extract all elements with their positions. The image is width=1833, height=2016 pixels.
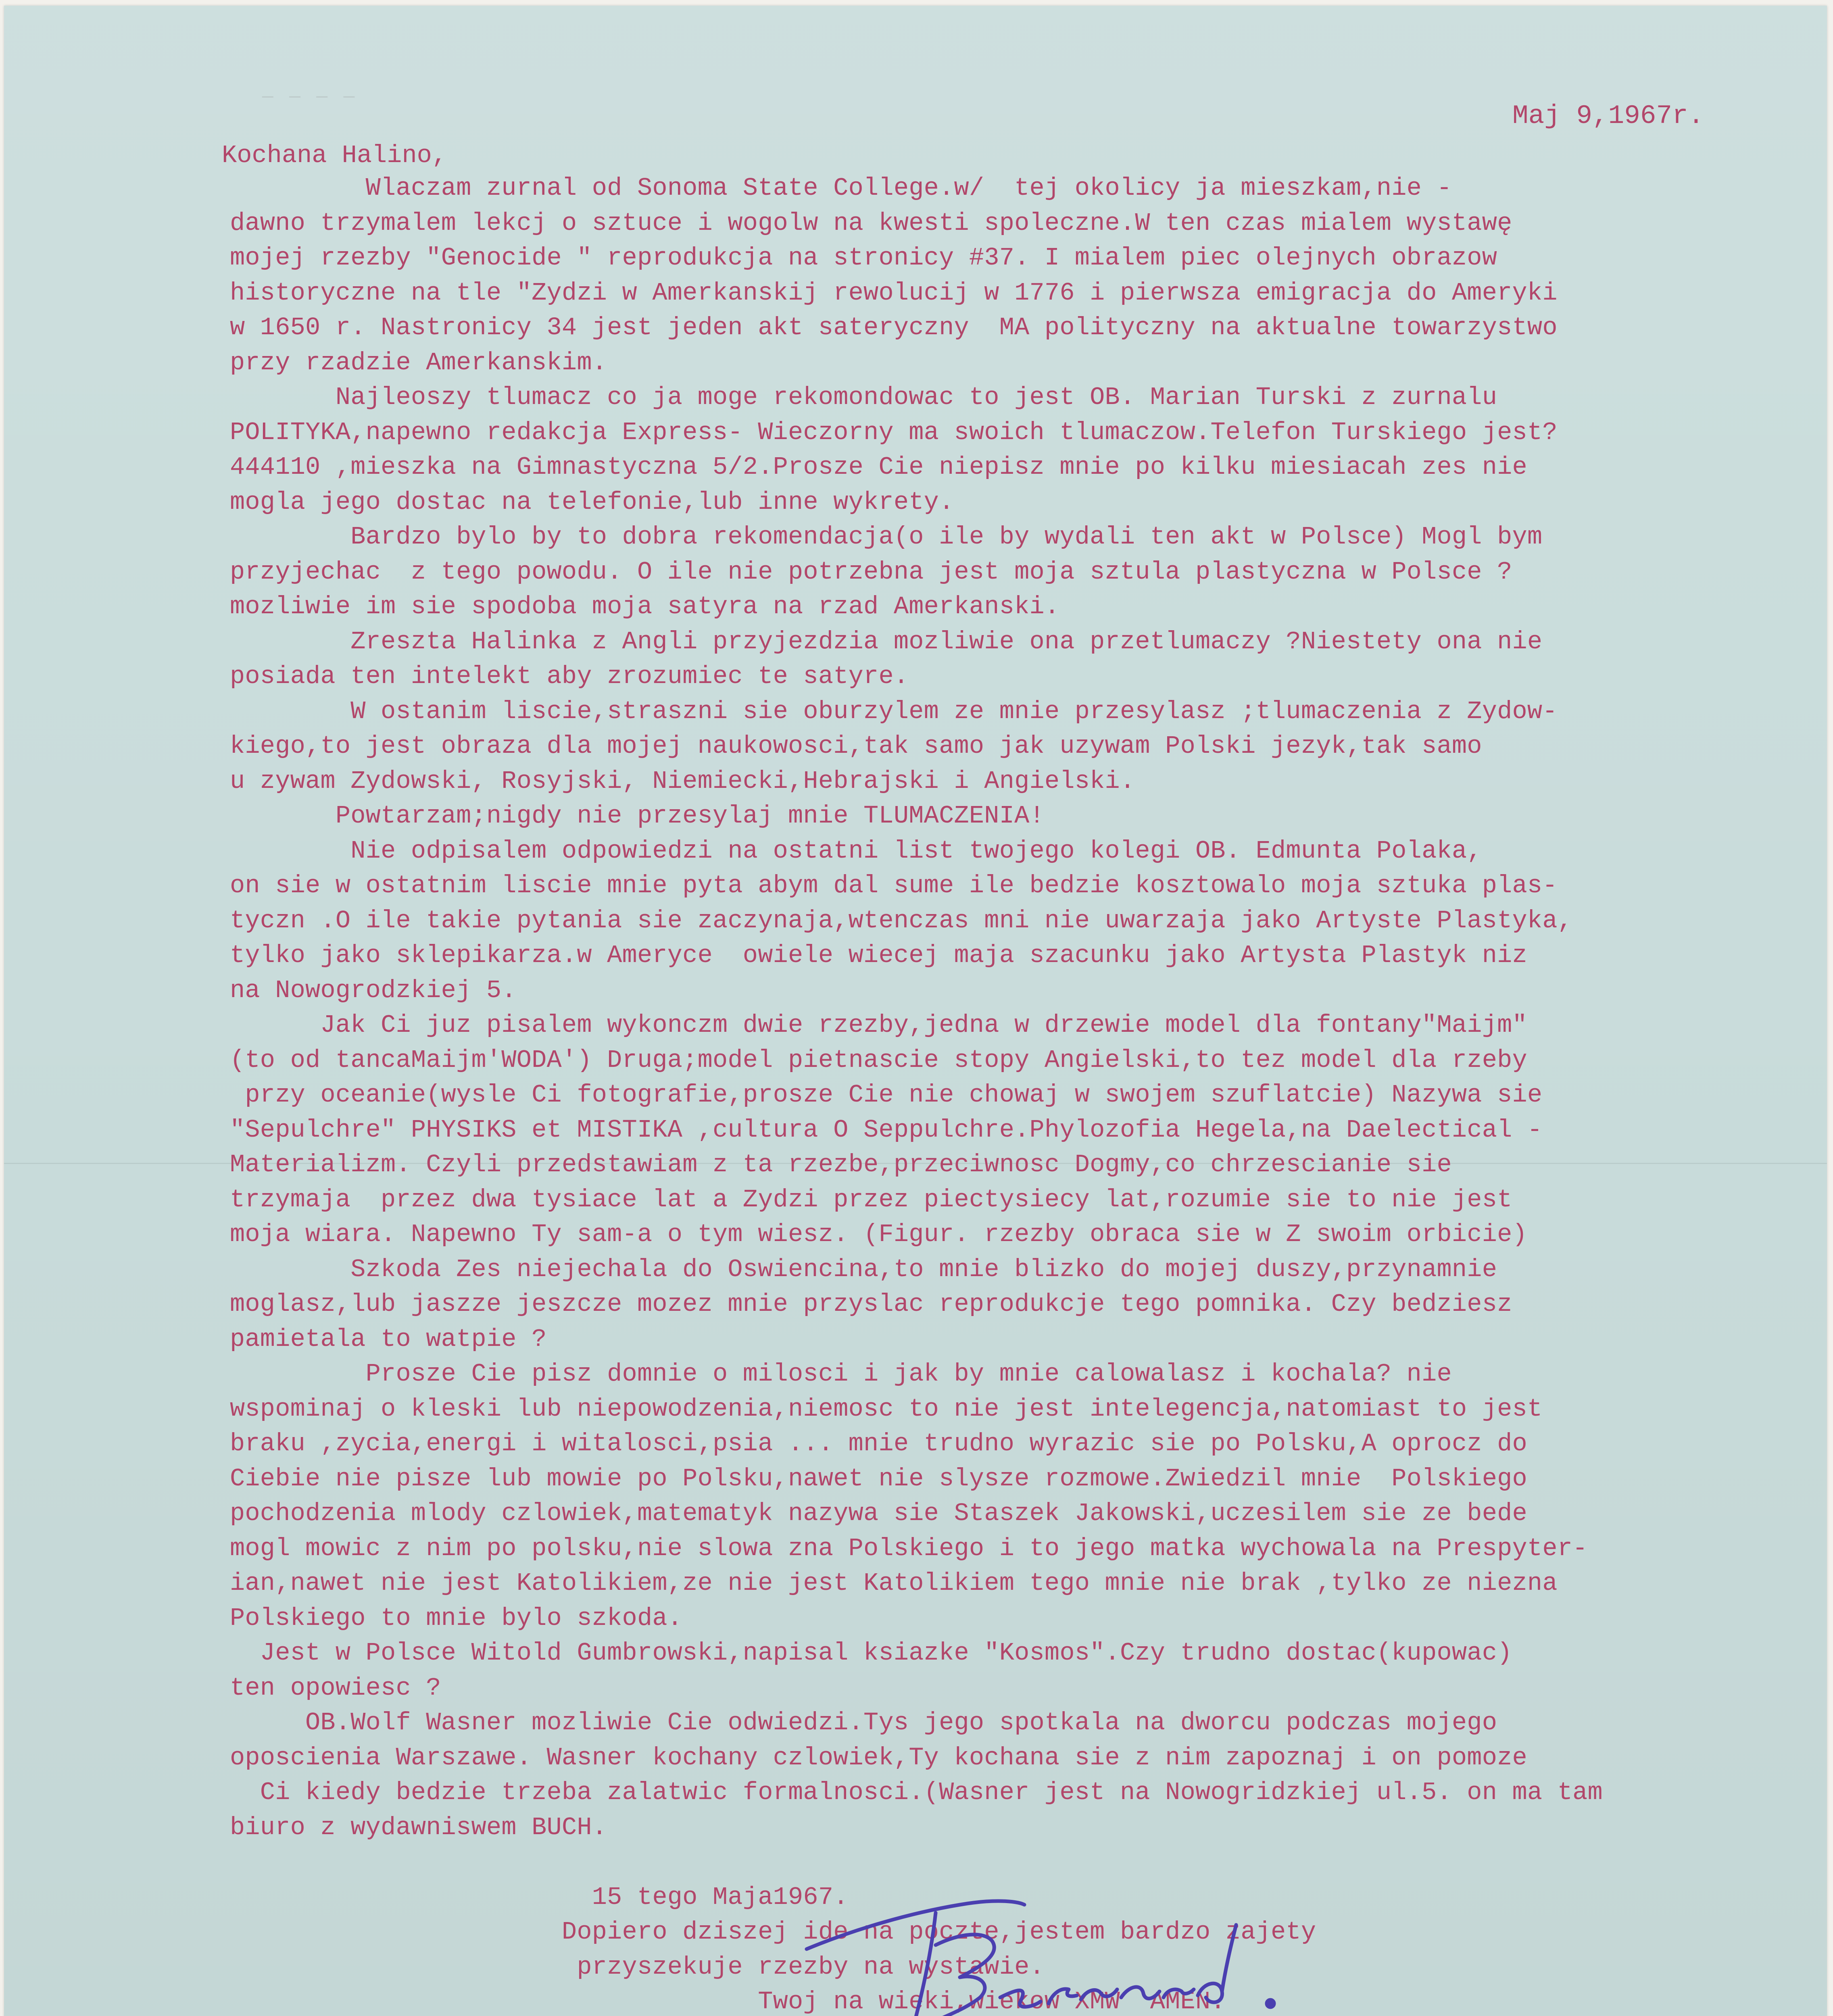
letter-line: Twoj na wieki,wiekow XMW AMEN. (230, 1987, 1226, 2016)
letter-line: Szkoda Zes niejechala do Oswiencina,to mnie blizko do mojej duszy,przynamnie (230, 1255, 1497, 1284)
letter-line: Ciebie nie pisze lub mowie po Polsku,nawet nie slysze rozmowe.Zwiedzil mnie Polskiego (230, 1464, 1527, 1493)
letter-line: Nie odpisalem odpowiedzi na ostatni list twojego kolegi OB. Edmunta Polaka, (230, 836, 1482, 865)
letter-line: tyczn .O ile takie pytania sie zaczynaja,wtenczas mni nie uwarzaja jako Artyste Plastyka, (230, 906, 1573, 935)
letter-line: Dopiero dziszej ide na poczte,jestem bardzo zajety (230, 1918, 1316, 1946)
letter-line: dawno trzymalem lekcj o sztuce i wogolw na kwesti spoleczne.W ten czas mialem wystawę (230, 208, 1512, 237)
letter-line: Polskiego to mnie bylo szkoda. (230, 1604, 683, 1633)
letter-line: w 1650 r. Nastronicy 34 jest jeden akt sateryczny MA polityczny na aktualne towarzystwo (230, 313, 1558, 342)
letter-line: Powtarzam;nigdy nie przesylaj mnie TLUMACZENIA! (230, 802, 1045, 830)
letter-line: W ostanim liscie,straszni sie oburzylem ze mnie przesylasz ;tlumaczenia z Zydow- (230, 697, 1558, 726)
letter-line: tylko jako sklepikarza.w Ameryce owiele wiecej maja szacunku jako Artysta Plastyk niz (230, 941, 1527, 970)
letter-line: POLITYKA,napewno redakcja Express- Wieczorny ma swoich tlumaczow.Telefon Turskiego jest? (230, 418, 1558, 447)
letter-line: ian,nawet nie jest Katolikiem,ze nie jest Katolikiem tego mnie nie brak ,tylko ze niezna (230, 1569, 1558, 1597)
letter-line: "Sepulchre" PHYSIKS et MISTIKA ,cultura O Seppulchre.Phylozofia Hegela,na Daelectical - (230, 1115, 1543, 1144)
letter-line: przy rzadzie Amerkanskim. (230, 348, 607, 377)
letter-line: mozliwie im sie spodoba moja satyra na rzad Amerkanski. (230, 592, 1060, 621)
letter-line: ten opowiesc ? (230, 1673, 441, 1702)
letter-line: oposcienia Warszawe. Wasner kochany czlowiek,Ty kochana sie z nim zapoznaj i on pomoze (230, 1743, 1527, 1772)
letter-line: Jak Ci juz pisalem wykonczm dwie rzezby,jedna w drzewie model dla fontany"Maijm" (230, 1011, 1527, 1039)
letter-line: pochodzenia mlody czlowiek,matematyk nazywa sie Staszek Jakowski,uczesilem sie ze bede (230, 1499, 1527, 1528)
letter-line: trzymaja przez dwa tysiace lat a Zydzi przez piectysiecy lat,rozumie sie to nie jest (230, 1185, 1512, 1214)
letter-line: mogl mowic z nim po polsku,nie slowa zna Polskiego i to jego matka wychowala na Prespyter- (230, 1534, 1588, 1563)
letter-line: Wlaczam zurnal od Sonoma State College.w/ tej okolicy ja mieszkam,nie - (230, 174, 1452, 202)
letter-line: wspominaj o kleski lub niepowodzenia,niemosc to nie jest intelegencja,natomiast to jest (230, 1394, 1543, 1423)
letter-line: przyjechac z tego powodu. O ile nie potrzebna jest moja sztula plastyczna w Polsce ? (230, 557, 1512, 586)
letter-greeting: Kochana Halino, (222, 141, 447, 170)
letter-line: Ci kiedy bedzie trzeba zalatwic formalnosci.(Wasner jest na Nowogridzkiej ul.5. on ma tam (230, 1778, 1603, 1807)
letter-line: Bardzo bylo by to dobra rekomendacja(o ile by wydali ten akt w Polsce) Mogl bym (230, 523, 1543, 551)
letter-line: (to od tancaMaijm'WODA') Druga;model pietnascie stopy Angielski,to tez model dla rzeby (230, 1045, 1527, 1075)
letter-line: 444110 ,mieszka na Gimnastyczna 5/2.Prosze Cie niepisz mnie po kilku miesiacah zes nie (230, 453, 1527, 481)
letter-line: posiada ten intelekt aby zrozumiec te satyre. (230, 662, 909, 691)
letter-line: Materializm. Czyli przedstawiam z ta rzezbe,przeciwnosc Dogmy,co chrzescianie sie (230, 1150, 1452, 1179)
letter-line: przy oceanie(wysle Ci fotografie,prosze Cie nie chowaj w swojem szuflatcie) Nazywa sie (230, 1081, 1543, 1109)
letter-line: pamietala to watpie ? (230, 1325, 547, 1354)
letter-date: Maj 9,1967r. (1512, 101, 1704, 131)
letter-line: biuro z wydawniswem BUCH. (230, 1813, 607, 1842)
letter-line: przyszekuje rzezby na wystawie. (230, 1952, 1045, 1981)
faded-letterhead: — — — — (262, 86, 357, 107)
letter-line: historyczne na tle "Zydzi w Amerkanskij rewolucij w 1776 i pierwsza emigracja do Ameryki (230, 278, 1558, 307)
letter-line: u zywam Zydowski, Rosyjski, Niemiecki,Hebrajski i Angielski. (230, 766, 1135, 796)
letter-line: na Nowogrodzkiej 5. (230, 976, 517, 1005)
letter-line: Zreszta Halinka z Angli przyjezdzia mozliwie ona przetlumaczy ?Niestety ona nie (230, 627, 1543, 656)
letter-line: mojej rzezby "Genocide " reprodukcja na stronicy #37. I mialem piec olejnych obrazow (230, 244, 1497, 272)
letter-line: Jest w Polsce Witold Gumbrowski,napisal ksiazke "Kosmos".Czy trudno dostac(kupowac) (230, 1639, 1512, 1667)
letter-body (230, 171, 1795, 2016)
letter-line: 15 tego Maja1967. (230, 1883, 849, 1912)
letter-line: kiego,to jest obraza dla mojej naukowosci,tak samo jak uzywam Polski jezyk,tak samo (230, 732, 1482, 760)
letter-line: moglasz,lub jaszze jeszcze mozez mnie przyslac reprodukcje tego pomnika. Czy bedziesz (230, 1290, 1512, 1318)
handwritten-signature (790, 1844, 1355, 2016)
letter-line: OB.Wolf Wasner mozliwie Cie odwiedzi.Tys jego spotkala na dworcu podczas mojego (230, 1708, 1497, 1737)
letter-line: Prosze Cie pisz domnie o milosci i jak by mnie calowalasz i kochala? nie (230, 1360, 1452, 1388)
letter-line: Najleoszy tlumacz co ja moge rekomondowac to jest OB. Marian Turski z zurnalu (230, 383, 1497, 412)
letter-line: moja wiara. Napewno Ty sam-a o tym wiesz. (Figur. rzezby obraca sie w Z swoim orbicie) (230, 1220, 1527, 1249)
letter-sheet (4, 6, 1827, 2016)
letter-line: braku ,zycia,energi i witalosci,psia ... mnie trudno wyrazic sie po Polsku,A oprocz do (230, 1429, 1527, 1458)
letter-line: mogla jego dostac na telefonie,lub inne wykrety. (230, 487, 954, 516)
letter-line: on sie w ostatnim liscie mnie pyta abym dal sume ile bedzie kosztowalo moja sztuka plas- (230, 871, 1558, 900)
